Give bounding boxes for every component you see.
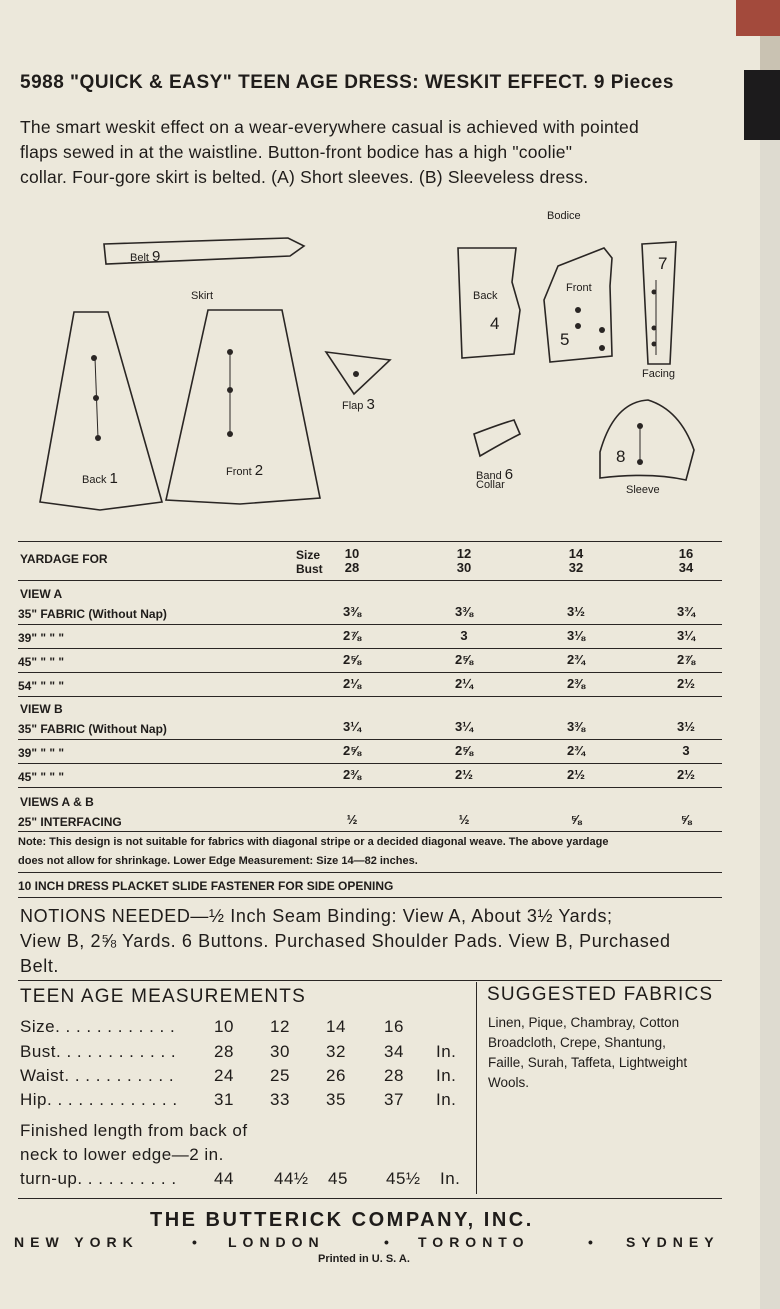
envelope-edge	[760, 140, 780, 1309]
yardage-cell: 2⅞	[676, 652, 696, 667]
views-ab-heading: VIEWS A & B	[20, 795, 94, 809]
measure-cell: 16	[384, 1017, 404, 1036]
measure-cell: 30	[270, 1042, 290, 1061]
view-a-row-label: 54" " " "	[18, 679, 65, 693]
facing-number: 7	[658, 254, 668, 273]
yardage-cell: 2⅝	[454, 652, 474, 667]
yardage-cell: 3¼	[454, 719, 474, 734]
yardage-cell: 3⅜	[454, 604, 474, 619]
bust-col-28: 28	[344, 560, 360, 575]
placket-note: 10 INCH DRESS PLACKET SLIDE FASTENER FOR SIDE OPENING	[18, 879, 394, 893]
fabrics-line: Wools.	[488, 1075, 530, 1090]
yardage-cell: ⅝	[680, 812, 692, 827]
city-london: LONDON	[228, 1234, 325, 1250]
bodice-front-number: 5	[560, 330, 570, 349]
view-a-row-label: 35" FABRIC (Without Nap)	[18, 607, 167, 621]
measure-cell: 10	[214, 1017, 234, 1036]
measure-unit: In.	[436, 1066, 457, 1085]
measure-row-label: Size. . . . . . . . . . . .	[20, 1017, 176, 1036]
divider	[18, 624, 722, 625]
sleeve-piece	[600, 400, 694, 480]
skirt-front-label: Front 2	[226, 462, 264, 479]
measure-cell: 28	[214, 1042, 234, 1061]
yardage-cell: 3⅜	[566, 719, 586, 734]
printed-in: Printed in U. S. A.	[318, 1253, 410, 1265]
bust-col-32: 32	[568, 560, 584, 575]
measure-cell: 44	[214, 1169, 234, 1188]
finished-length-line-2: neck to lower edge—2 in.	[20, 1145, 224, 1164]
divider	[18, 541, 722, 542]
yardage-cell: 2⅛	[342, 676, 362, 691]
interfacing-label: 25" INTERFACING	[18, 815, 122, 829]
measure-cell: 33	[270, 1090, 290, 1109]
column-divider	[476, 982, 477, 1194]
bodice-front-piece	[544, 248, 612, 362]
yardage-cell: 2⅞	[342, 628, 362, 643]
yardage-cell: 2½	[676, 767, 696, 782]
measure-cell: 12	[270, 1017, 290, 1036]
yardage-cell: 3½	[566, 604, 586, 619]
yardage-note-line-2: does not allow for shrinkage. Lower Edge Measurement: Size 14—82 inches.	[18, 855, 418, 867]
measure-cell: 24	[214, 1066, 234, 1085]
measure-cell: 34	[384, 1042, 404, 1061]
size-label: Size	[296, 548, 321, 562]
fabrics-line: Broadcloth, Crepe, Shantung,	[488, 1035, 666, 1050]
size-col-16: 16	[678, 546, 694, 561]
view-b-heading: VIEW B	[20, 702, 63, 716]
envelope-edge-red	[736, 0, 780, 36]
yardage-cell: 3⅛	[566, 628, 586, 643]
notions-line-1: NOTIONS NEEDED—½ Inch Seam Binding: View A, About 3½ Yards;	[20, 906, 613, 926]
measure-cell: 25	[270, 1066, 290, 1085]
finished-length-line-1: Finished length from back of	[20, 1121, 248, 1140]
yardage-cell: 3½	[676, 719, 696, 734]
view-b-row-label: 45" " " "	[18, 770, 65, 784]
measure-cell: 44½	[274, 1169, 309, 1188]
yardage-cell: 2½	[566, 767, 586, 782]
yardage-cell: 3¼	[676, 628, 696, 643]
divider	[18, 696, 722, 697]
yardage-cell: 2½	[454, 767, 474, 782]
divider	[18, 739, 722, 740]
view-b-row-label: 35" FABRIC (Without Nap)	[18, 722, 167, 736]
fabrics-heading: SUGGESTED FABRICS	[487, 984, 714, 1005]
measure-cell: 45½	[386, 1169, 421, 1188]
measure-cell: 26	[326, 1066, 346, 1085]
yardage-cell: 2⅜	[566, 676, 586, 691]
measure-row-label: Hip. . . . . . . . . . . . .	[20, 1090, 178, 1109]
measure-cell: 14	[326, 1017, 346, 1036]
bodice-front-label: Front	[566, 282, 592, 294]
bust-col-34: 34	[678, 560, 694, 575]
notions-line-3: Belt.	[20, 956, 60, 976]
bullet-separator: •	[192, 1234, 197, 1250]
divider	[18, 1198, 722, 1199]
divider	[18, 672, 722, 673]
measure-unit: In.	[436, 1042, 457, 1061]
yardage-cell: 2¼	[454, 676, 474, 691]
measure-cell: 45	[328, 1169, 348, 1188]
divider	[18, 872, 722, 873]
measure-cell: 37	[384, 1090, 404, 1109]
view-b-row-label: 39" " " "	[18, 746, 65, 760]
yardage-cell: 3¼	[342, 719, 362, 734]
measurements-heading: TEEN AGE MEASUREMENTS	[20, 986, 306, 1007]
view-a-heading: VIEW A	[20, 587, 63, 601]
bust-col-30: 30	[456, 560, 472, 575]
bodice-back-number: 4	[490, 314, 500, 333]
bust-label: Bust	[296, 562, 323, 576]
bodice-back-piece	[458, 248, 520, 358]
fabrics-line: Faille, Surah, Taffeta, Lightweight	[488, 1055, 688, 1070]
city-toronto: TORONTO	[418, 1234, 530, 1250]
size-col-12: 12	[456, 546, 472, 561]
size-col-10: 10	[344, 546, 360, 561]
description-line-1: The smart weskit effect on a wear-everywhere casual is achieved with pointed	[20, 117, 639, 137]
divider	[18, 648, 722, 649]
city-sydney: SYDNEY	[626, 1234, 720, 1250]
fabrics-line: Linen, Pique, Chambray, Cotton	[488, 1015, 680, 1030]
band-collar-piece	[474, 420, 520, 456]
measure-cell: 28	[384, 1066, 404, 1085]
description-line-3: collar. Four-gore skirt is belted. (A) Short sleeves. (B) Sleeveless dress.	[20, 167, 589, 187]
divider	[18, 831, 722, 832]
yardage-cell: 2⅝	[454, 743, 474, 758]
sleeve-label: Sleeve	[626, 484, 660, 496]
view-a-row-label: 45" " " "	[18, 655, 65, 669]
yardage-cell: 3	[682, 743, 690, 758]
view-a-row-label: 39" " " "	[18, 631, 65, 645]
company-name: THE BUTTERICK COMPANY, INC.	[150, 1209, 534, 1231]
yardage-cell: ½	[346, 812, 358, 827]
pattern-title: 5988 "QUICK & EASY" TEEN AGE DRESS: WESKIT EFFECT. 9 Pieces	[20, 72, 674, 93]
band-label: Band 6	[476, 466, 514, 483]
size-col-14: 14	[568, 546, 584, 561]
bodice-back-label: Back	[473, 290, 498, 302]
measure-unit: In.	[440, 1169, 461, 1188]
divider	[18, 763, 722, 764]
yardage-cell: 2¾	[566, 652, 586, 667]
measure-row-label: Waist. . . . . . . . . . .	[20, 1066, 175, 1085]
collar-label: Collar	[476, 479, 505, 491]
turnup-label: turn-up. . . . . . . . . .	[20, 1169, 177, 1188]
yardage-cell: 2¾	[566, 743, 586, 758]
divider	[18, 897, 722, 898]
measure-cell: 31	[214, 1090, 234, 1109]
yardage-cell: 2⅝	[342, 743, 362, 758]
facing-label: Facing	[642, 368, 676, 380]
skirt-back-label: Back 1	[82, 470, 118, 487]
belt-label: Belt 9	[130, 248, 161, 265]
yardage-cell: ⅝	[570, 812, 582, 827]
yardage-cell: 3¾	[676, 604, 696, 619]
divider	[18, 580, 722, 581]
yardage-cell: 3⅜	[342, 604, 362, 619]
city-new-york: NEW YORK	[14, 1234, 139, 1250]
skirt-label: Skirt	[191, 290, 213, 302]
yardage-note-line-1: Note: This design is not suitable for fabrics with diagonal stripe or a decided diagonal weave. The above yardage	[18, 836, 609, 848]
flap-label: Flap 3	[342, 396, 375, 413]
yardage-cell: 2½	[676, 676, 696, 691]
divider	[18, 787, 722, 788]
notions-line-2: View B, 2⅝ Yards. 6 Buttons. Purchased Shoulder Pads. View B, Purchased	[20, 931, 671, 951]
measure-cell: 32	[326, 1042, 346, 1061]
divider	[18, 980, 722, 981]
measure-unit: In.	[436, 1090, 457, 1109]
bullet-separator: •	[384, 1234, 389, 1250]
yardage-heading: YARDAGE FOR	[20, 552, 108, 566]
bodice-label: Bodice	[547, 210, 581, 222]
measure-row-label: Bust. . . . . . . . . . . .	[20, 1042, 177, 1061]
measure-cell: 35	[326, 1090, 346, 1109]
bullet-separator: •	[588, 1234, 593, 1250]
yardage-cell: 3	[460, 628, 468, 643]
description-line-2: flaps sewed in at the waistline. Button-front bodice has a high "coolie"	[20, 142, 573, 162]
envelope-edge-black	[744, 70, 780, 140]
yardage-cell: 2⅝	[342, 652, 362, 667]
sleeve-number: 8	[616, 447, 626, 466]
yardage-cell: 2⅜	[342, 767, 362, 782]
yardage-cell: ½	[458, 812, 470, 827]
